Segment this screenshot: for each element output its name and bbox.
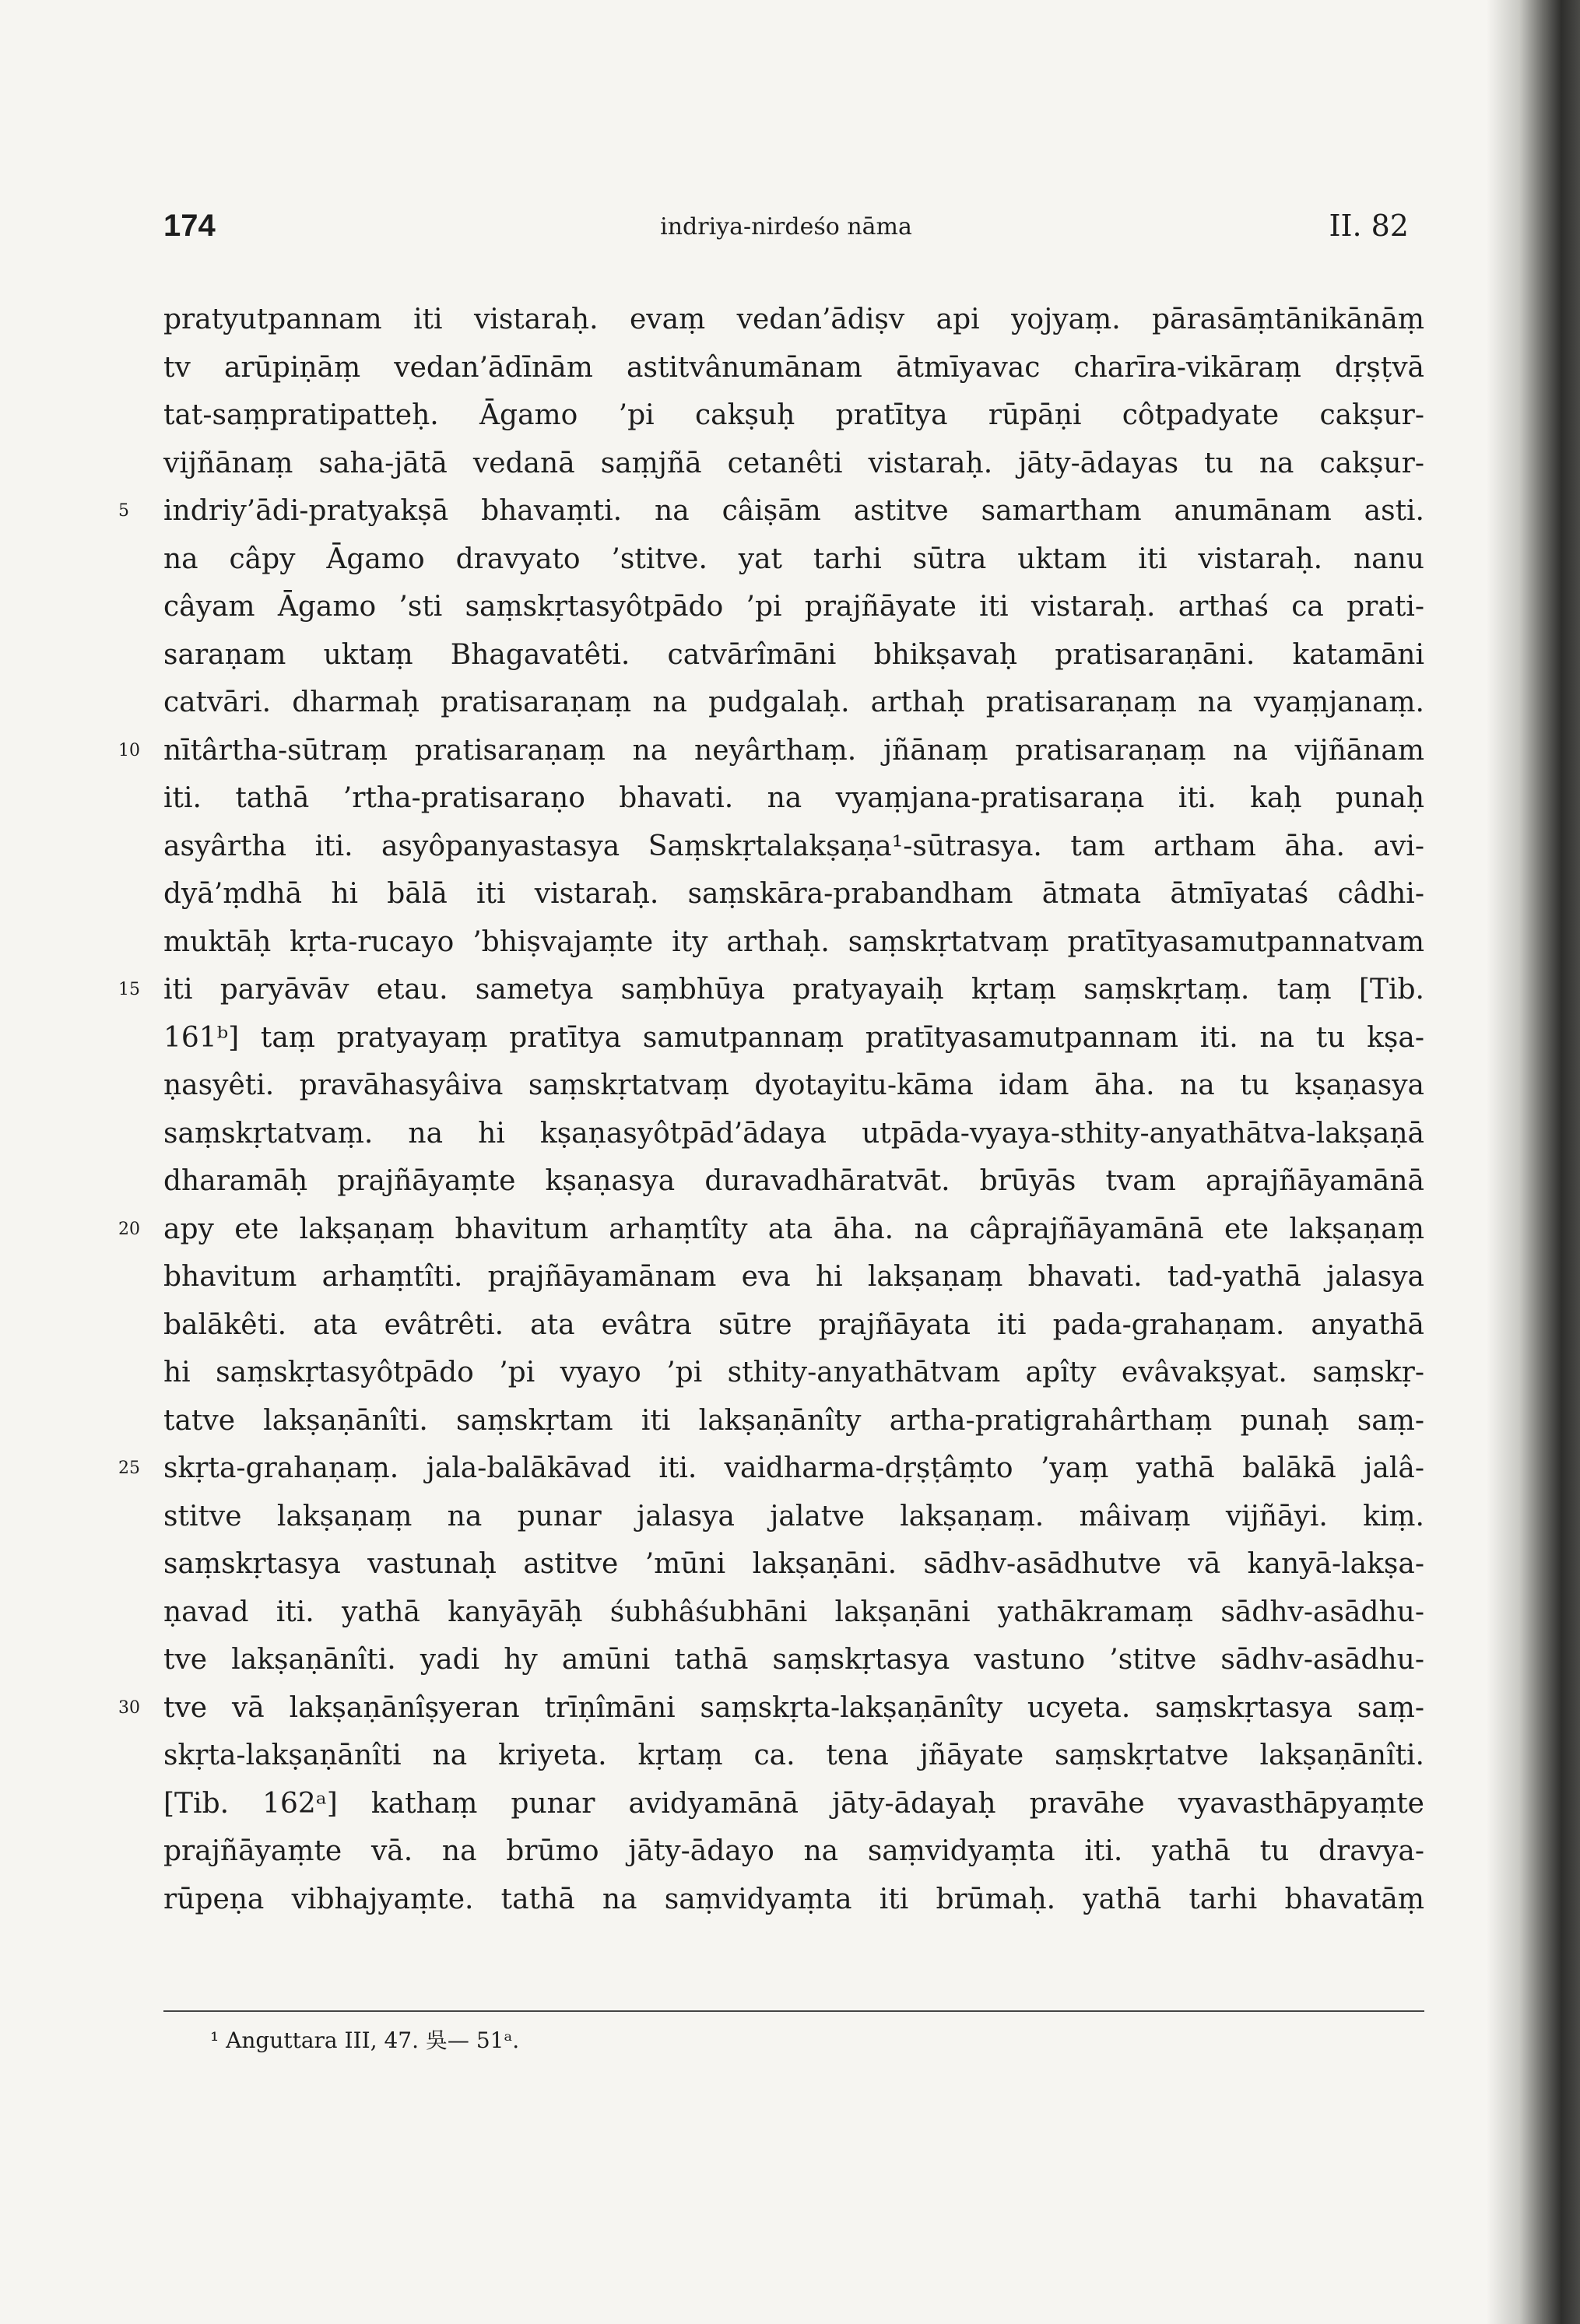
line-number: 20	[118, 1219, 140, 1239]
line-text: na câpy Āgamo dravyato ’stitve. yat tarhi sūtra uktam iti vistaraḥ. nanu	[163, 542, 1424, 575]
line-text: skṛta-lakṣaṇānîti na kriyeta. kṛtaṃ ca. tena jñāyate saṃskṛtatve lakṣaṇānîti.	[163, 1739, 1424, 1771]
text-line	[163, 1827, 1424, 1876]
line-text: apy ete lakṣaṇaṃ bhavitum arhaṃtîty ata āha. na câprajñāyamānā ete lakṣaṇaṃ	[163, 1213, 1424, 1245]
text-line	[163, 1157, 1424, 1206]
text-line	[163, 1732, 1424, 1780]
line-text: prajñāyaṃte vā. na brūmo jāty-ādayo na saṃvidyaṃta iti. yathā tu dravya-	[163, 1835, 1424, 1867]
text-line	[163, 1636, 1424, 1684]
line-text: asyârtha iti. asyôpanyastasya Saṃskṛtalakṣaṇa¹-sūtrasya. tam artham āha. avi-	[163, 830, 1424, 862]
line-number: 5	[118, 501, 129, 521]
line-number: 30	[118, 1697, 140, 1718]
line-text: vijñānaṃ saha-jātā vedanā saṃjñā cetanêti vistaraḥ. jāty-ādayas tu na cakṣur-	[163, 447, 1424, 479]
line-text: skṛta-grahaṇaṃ. jala-balākāvad iti. vaidharma-dṛṣṭâṃto ’yaṃ yathā balākā jalâ-	[163, 1452, 1424, 1484]
line-text: rūpeṇa vibhajyaṃte. tathā na saṃvidyaṃta iti brūmaḥ. yathā tarhi bhavatāṃ	[163, 1883, 1424, 1915]
text-line	[163, 1876, 1424, 1924]
text-line	[163, 1780, 1424, 1828]
line-text: bhavitum arhaṃtîti. prajñāyamānam eva hi lakṣaṇaṃ bhavati. tad-yathā jalasya	[163, 1261, 1424, 1293]
line-text: tve vā lakṣaṇānîṣyeran trīṇîmāni saṃskṛta-lakṣaṇānîty ucyeta. saṃskṛtasya saṃ-	[163, 1691, 1424, 1724]
text-line	[163, 583, 1424, 631]
body-text	[118, 296, 1424, 1923]
section-reference: II. 82	[1329, 209, 1409, 243]
line-text: saṃskṛtasya vastunaḥ astitve ’mūni lakṣaṇāni. sādhv-asādhutve vā kanyā-lakṣa-	[163, 1548, 1424, 1580]
page-header	[163, 209, 1409, 255]
text-line	[118, 966, 1424, 1014]
text-line	[163, 1397, 1424, 1445]
text-line	[163, 631, 1424, 679]
line-text: 161ᵇ] taṃ pratyayaṃ pratītya samutpannaṃ pratītyasamutpannam iti. na tu kṣa-	[163, 1021, 1424, 1054]
text-line	[163, 1493, 1424, 1541]
text-line	[118, 1206, 1424, 1254]
line-number: 15	[118, 980, 140, 999]
text-line	[163, 774, 1424, 823]
line-text: tve lakṣaṇānîti. yadi hy amūni tathā saṃskṛtasya vastuno ’stitve sādhv-asādhu-	[163, 1644, 1424, 1676]
line-text: tatve lakṣaṇānîti. saṃskṛtam iti lakṣaṇānîty artha-pratigrahârthaṃ punaḥ saṃ-	[163, 1404, 1424, 1437]
line-text: [Tib. 162ᵃ] kathaṃ punar avidyamānā jāty-ādayaḥ pravāhe vyavasthāpyaṃte	[163, 1787, 1424, 1820]
text-line	[163, 535, 1424, 584]
text-line	[118, 487, 1424, 535]
text-line	[163, 1014, 1424, 1062]
page-edge-shadow	[1487, 0, 1580, 2324]
text-line	[163, 344, 1424, 392]
line-text: catvāri. dharmaḥ pratisaraṇaṃ na pudgalaḥ. arthaḥ pratisaraṇaṃ na vyaṃjanaṃ.	[163, 686, 1424, 718]
line-number: 10	[118, 740, 140, 760]
line-text: ṇasyêti. pravāhasyâiva saṃskṛtatvaṃ dyotayitu-kāma idam āha. na tu kṣaṇasya	[163, 1069, 1424, 1101]
text-line	[163, 391, 1424, 440]
text-line	[163, 870, 1424, 918]
line-text: hi saṃskṛtasyôtpādo ’pi vyayo ’pi sthity-anyathātvam apîty evâvakṣyat. saṃskṛ-	[163, 1357, 1424, 1388]
line-text: pratyutpannam iti vistaraḥ. evaṃ vedan’ādiṣv api yojyaṃ. pārasāṃtānikānāṃ	[163, 304, 1424, 335]
line-text: iti. tathā ’rtha-pratisaraṇo bhavati. na vyaṃjana-pratisaraṇa iti. kaḥ punaḥ	[163, 782, 1424, 814]
line-text: saṃskṛtatvaṃ. na hi kṣaṇasyôtpād’ādaya utpāda-vyaya-sthity-anyathātva-lakṣaṇā	[163, 1117, 1424, 1150]
line-text: dharamāḥ prajñāyaṃte kṣaṇasya duravadhāratvāt. brūyās tvam aprajñāyamānā	[163, 1165, 1424, 1197]
text-line	[118, 1684, 1424, 1732]
line-text: saraṇam uktaṃ Bhagavatêti. catvārîmāni bhikṣavaḥ pratisaraṇāni. katamāni	[163, 638, 1424, 671]
text-line	[163, 1540, 1424, 1589]
footnote: ¹ Anguttara III, 47. 吳— 51ᵃ.	[210, 2027, 520, 2053]
running-title: indriya-nirdeśo nāma	[660, 213, 912, 240]
page-number: 174	[163, 209, 216, 243]
line-text: balākêti. ata evâtrêti. ata evâtra sūtre prajñāyata iti pada-grahaṇam. anyathā	[163, 1308, 1424, 1341]
text-line	[163, 1253, 1424, 1301]
text-line	[163, 296, 1424, 344]
line-text: nītârtha-sūtraṃ pratisaraṇaṃ na neyârthaṃ. jñānaṃ pratisaraṇaṃ na vijñānam	[163, 734, 1424, 767]
text-line	[163, 1301, 1424, 1350]
text-line	[163, 1062, 1424, 1110]
text-line	[163, 679, 1424, 727]
text-line	[163, 1589, 1424, 1637]
line-text: ṇavad iti. yathā kanyāyāḥ śubhâśubhāni lakṣaṇāni yathākramaṃ sādhv-asādhu-	[163, 1596, 1424, 1628]
line-text: stitve lakṣaṇaṃ na punar jalasya jalatve lakṣaṇaṃ. mâivaṃ vijñāyi. kiṃ.	[163, 1500, 1424, 1532]
text-line	[163, 1349, 1424, 1397]
footnote-rule	[163, 2010, 1424, 2012]
line-text: dyā’ṃdhā hi bālā iti vistaraḥ. saṃskāra-prabandham ātmata ātmīyataś câdhi-	[163, 878, 1424, 910]
text-line	[163, 440, 1424, 488]
line-text: câyam Āgamo ’sti saṃskṛtasyôtpādo ’pi prajñāyate iti vistaraḥ. arthaś ca prati-	[163, 591, 1424, 623]
text-line	[163, 823, 1424, 871]
line-text: iti paryāvāv etau. sametya saṃbhūya pratyayaiḥ kṛtaṃ saṃskṛtaṃ. taṃ [Tib.	[163, 974, 1424, 1006]
text-line	[163, 1110, 1424, 1158]
line-text: indriy’ādi-pratyakṣā bhavaṃti. na câiṣām astitve samartham anumānam asti.	[163, 495, 1424, 527]
text-line	[163, 918, 1424, 967]
line-number: 25	[118, 1459, 140, 1478]
line-text: tat-saṃpratipatteḥ. Āgamo ’pi cakṣuḥ pratītya rūpāṇi côtpadyate cakṣur-	[163, 399, 1424, 431]
text-line	[118, 1445, 1424, 1493]
line-text: muktāḥ kṛta-rucayo ’bhiṣvajaṃte ity arthaḥ. saṃskṛtatvaṃ pratītyasamutpannatvam	[163, 925, 1424, 958]
text-line	[118, 727, 1424, 775]
line-text: tv arūpiṇāṃ vedan’ādīnām astitvânumānam ātmīyavac charīra-vikāraṃ dṛṣṭvā	[163, 351, 1424, 384]
